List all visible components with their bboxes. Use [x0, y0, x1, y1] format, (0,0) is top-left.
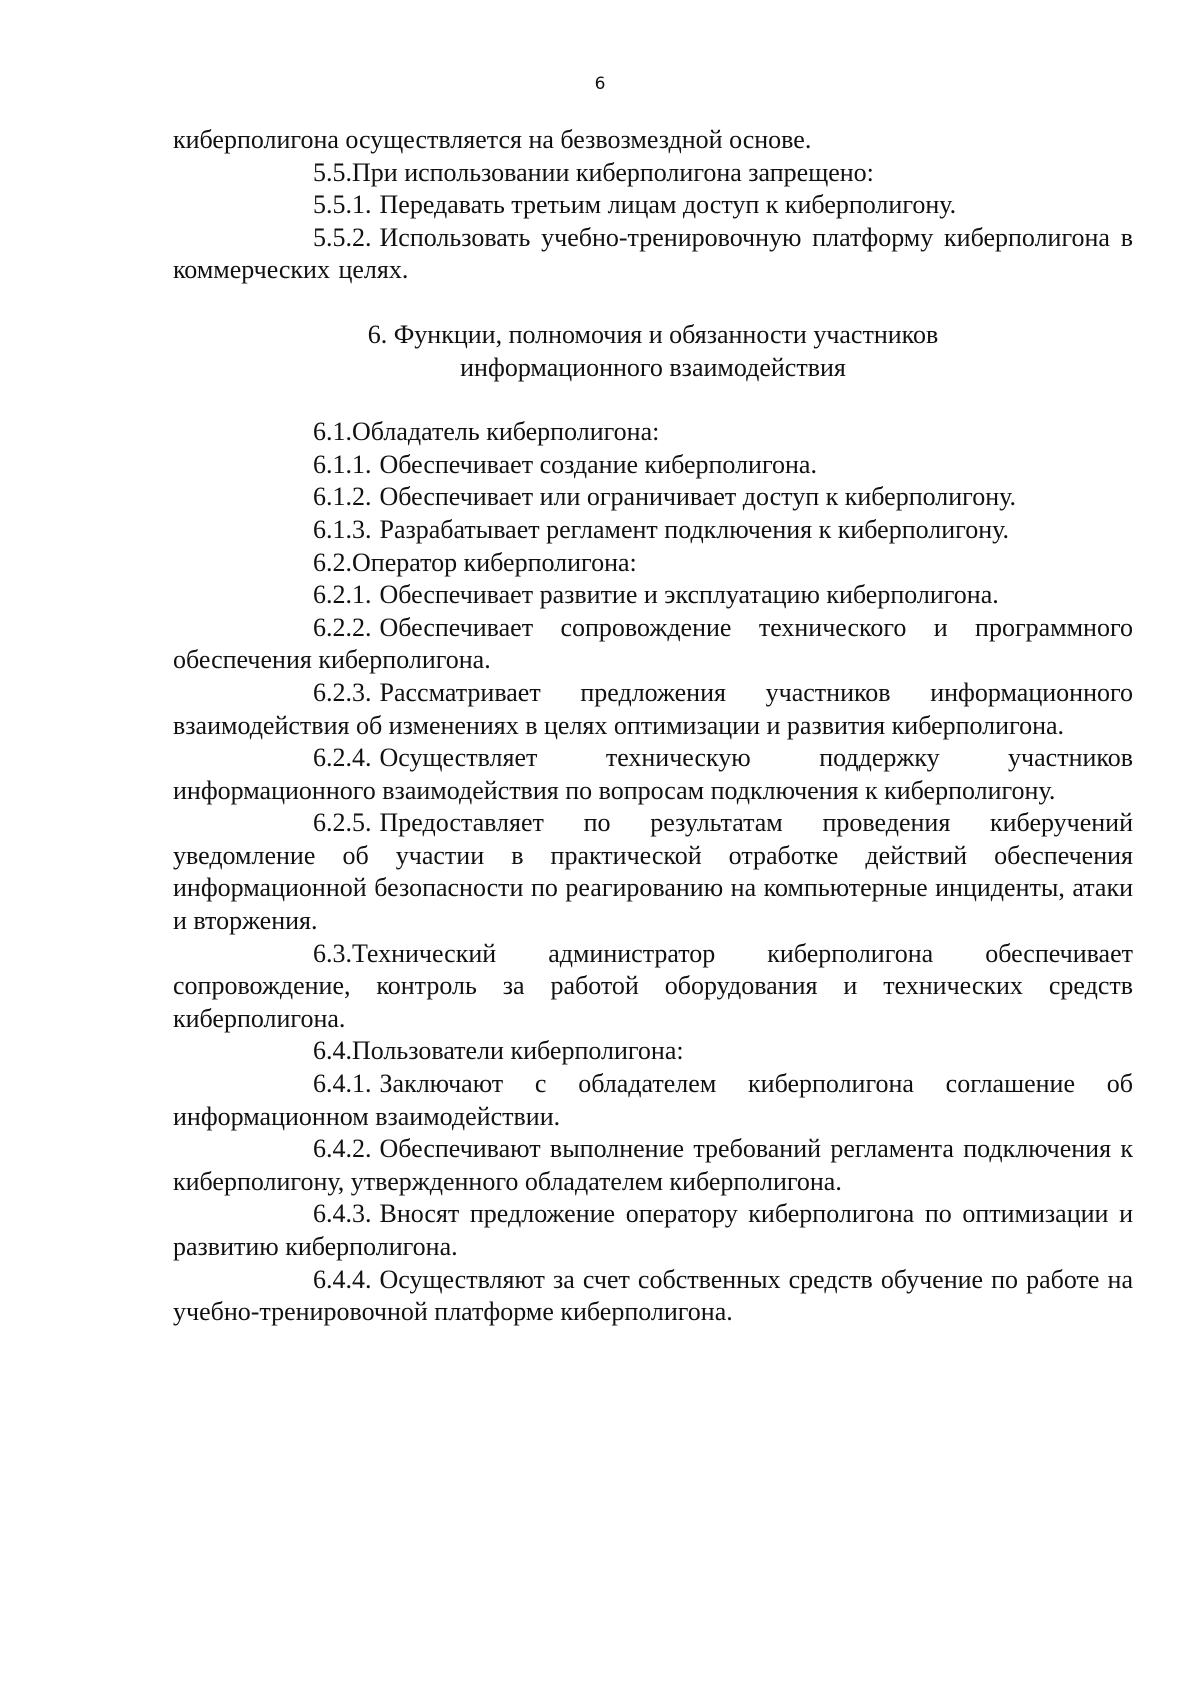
section-heading-line-1: 6. Функции, полномочия и обязанности участников [367, 319, 939, 349]
clause-6-2-2 [173, 612, 1133, 677]
clause-text: Обеспечивает сопровождение технического и программного обеспечения киберполигона. [173, 612, 1133, 675]
clause-number: 6.2.1. [313, 580, 372, 610]
clause-6-2 [173, 547, 1133, 580]
clause-6-1-1 [173, 449, 1133, 482]
clause-number: 6.4.2. [313, 1134, 372, 1164]
clause-text: Обеспечивает создание киберполигона. [379, 449, 817, 479]
clause-text: Передавать третьим лицам доступ к киберполигону. [379, 190, 957, 220]
clause-text: Заключают с обладателем киберполигона соглашение об информационном взаимодействии. [173, 1069, 1133, 1131]
clause-6-4-4 [173, 1264, 1133, 1329]
clause-number: 6.1.3. [313, 514, 372, 544]
section-heading-line-2: информационного взаимодействия [460, 352, 846, 382]
clause-number: 6.2.3. [313, 677, 372, 707]
paragraph-continuation [173, 124, 1133, 157]
clause-text: При использовании киберполигона запрещено: [352, 157, 874, 187]
clause-6-4-3 [173, 1198, 1133, 1263]
clause-number: 6.2. [313, 547, 352, 577]
clause-number: 6.1. [313, 417, 352, 447]
clause-number: 5.5.1. [313, 190, 372, 220]
clause-6-4-2 [173, 1133, 1133, 1198]
clause-text: Оператор киберполигона: [352, 547, 637, 577]
clause-6-1 [173, 416, 1133, 449]
clause-text: Технический администратор киберполигона обеспечивает сопровождение, контроль за работой оборудования и технических средств киберполигона. [173, 938, 1133, 1033]
clause-text: Разрабатывает регламент подключения к киберполигону. [379, 514, 1010, 544]
clause-6-2-4 [173, 742, 1133, 807]
clause-text: Осуществляет техническую поддержку участников информационного взаимодействия по вопросам подключения к киберполигону. [173, 743, 1133, 805]
clause-number: 6.2.4. [313, 743, 372, 773]
clause-6-2-1 [173, 579, 1133, 612]
clause-6-1-3 [173, 514, 1133, 547]
clause-number: 6.3. [313, 938, 352, 968]
clause-5-5-1 [173, 189, 1133, 222]
paragraph-text: киберполигона осуществляется на безвозмездной основе. [173, 125, 812, 154]
clause-6-2-5 [173, 807, 1133, 937]
clause-6-4 [173, 1035, 1133, 1068]
clause-text: Обеспечивает или ограничивает доступ к киберполигону. [379, 482, 1017, 512]
clause-number: 5.5. [313, 157, 352, 187]
page-number: 6 [594, 74, 606, 94]
clause-text: Предоставляет по результатам проведения киберучений уведомление об участии в практической отработке действий обеспечения информационной безопасности по реагированию на компьютерные инциденты, атаки и вторжения. [173, 808, 1133, 936]
clause-text: Пользователи киберполигона: [352, 1036, 684, 1066]
clause-number: 6.1.2. [313, 482, 372, 512]
clause-text: Рассматривает предложения участников информационного взаимодействия об изменениях в целях оптимизации и развития киберполигона. [173, 677, 1133, 740]
clause-text: Обеспечивают выполнение требований регламента подключения к киберполигону, утвержденного обладателем киберполигона. [173, 1134, 1133, 1196]
clause-text: Использовать учебно-тренировочную платформу киберполигона в коммерческих целях. [173, 222, 1133, 285]
clause-text: Осуществляют за счет собственных средств обучение по работе на учебно-тренировочной платформе киберполигона. [173, 1264, 1133, 1327]
clause-number: 6.4.4. [313, 1264, 372, 1294]
clause-number: 6.4. [313, 1036, 352, 1066]
document-body [173, 124, 1133, 1329]
clause-text: Вносят предложение оператору киберполигона по оптимизации и развитию киберполигона. [173, 1199, 1133, 1261]
clause-number: 5.5.2. [313, 222, 372, 252]
clause-text: Обеспечивает развитие и эксплуатацию киберполигона. [379, 580, 999, 610]
clause-number: 6.2.2. [313, 612, 372, 642]
clause-number: 6.1.1. [313, 449, 372, 479]
clause-6-3 [173, 938, 1133, 1036]
clause-6-1-2 [173, 481, 1133, 514]
clause-5-5 [173, 157, 1133, 190]
clause-number: 6.4.1. [313, 1069, 372, 1099]
clause-5-5-2 [173, 222, 1133, 287]
clause-number: 6.4.3. [313, 1199, 372, 1229]
clause-text: Обладатель киберполигона: [352, 417, 660, 447]
clause-number: 6.2.5. [313, 808, 372, 838]
section-heading [173, 319, 1133, 384]
clause-6-2-3 [173, 677, 1133, 742]
clause-6-4-1 [173, 1068, 1133, 1133]
